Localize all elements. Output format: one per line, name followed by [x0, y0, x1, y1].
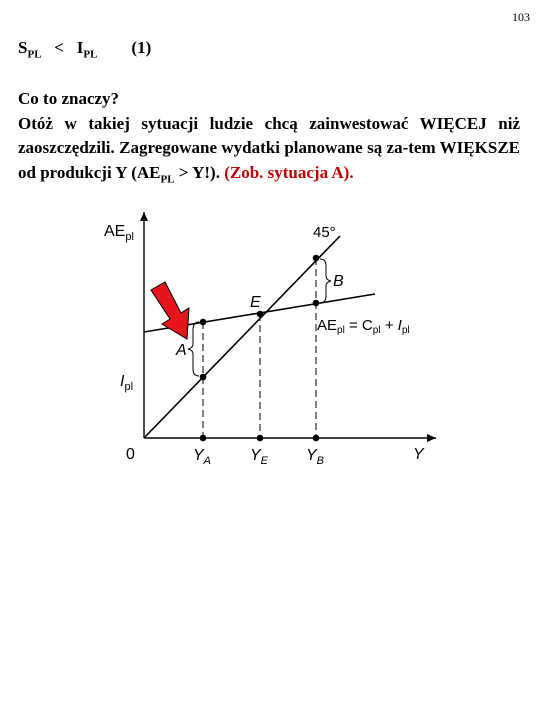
question-text: Co to znaczy? [18, 89, 120, 108]
line-45-degree [144, 236, 340, 438]
less-than-sign: < [54, 38, 64, 57]
point-b-45 [313, 255, 320, 262]
gap-b-label: B [333, 273, 344, 290]
equation-number: (1) [131, 38, 152, 57]
origin-label: 0 [126, 446, 135, 463]
investment-symbol: $I_{PL}$ [76, 38, 98, 61]
tick-label-ye: $Y_E$ [250, 447, 269, 467]
page-number: 103 [512, 10, 530, 24]
situation-a-note: (Zob. sytuacja A). [224, 162, 354, 182]
point-a-45 [200, 374, 207, 381]
x-axis-label: Y [413, 446, 424, 463]
line-45-label: 45° [313, 224, 336, 241]
tick-dot-ya [200, 435, 207, 442]
brace-a [188, 322, 199, 376]
intercept-label: $I_{pl}$ [120, 373, 134, 393]
brace-b [320, 259, 331, 303]
y-axis-label: $AE_{pl}$ [104, 223, 134, 243]
tick-dot-yb [313, 435, 320, 442]
gap-a-label: A [176, 342, 187, 359]
sentence-1: Otóż w takiej sytuacji ludzie chcą zainwestować WIĘCEJ niż zaoszczędzili. [18, 113, 520, 157]
tick-dot-ye [257, 435, 264, 442]
point-e [257, 311, 264, 318]
savings-symbol: $S_{PL}$ [18, 38, 42, 61]
equilibrium-label: E [250, 294, 261, 311]
point-b-ae [313, 300, 320, 307]
tick-label-ya: $Y_A$ [193, 447, 212, 467]
ae-line-label: $AE_{pl} = C_{pl} + I_{pl}$ [317, 317, 410, 336]
tick-label-yb: $Y_B$ [306, 447, 325, 467]
sentence-2: Zagregowane wydatki planowane są za-tem WIĘKSZE od produkcji Y $(AE_{PL} > Y!)$. [18, 138, 520, 185]
point-a-ae [200, 319, 207, 326]
